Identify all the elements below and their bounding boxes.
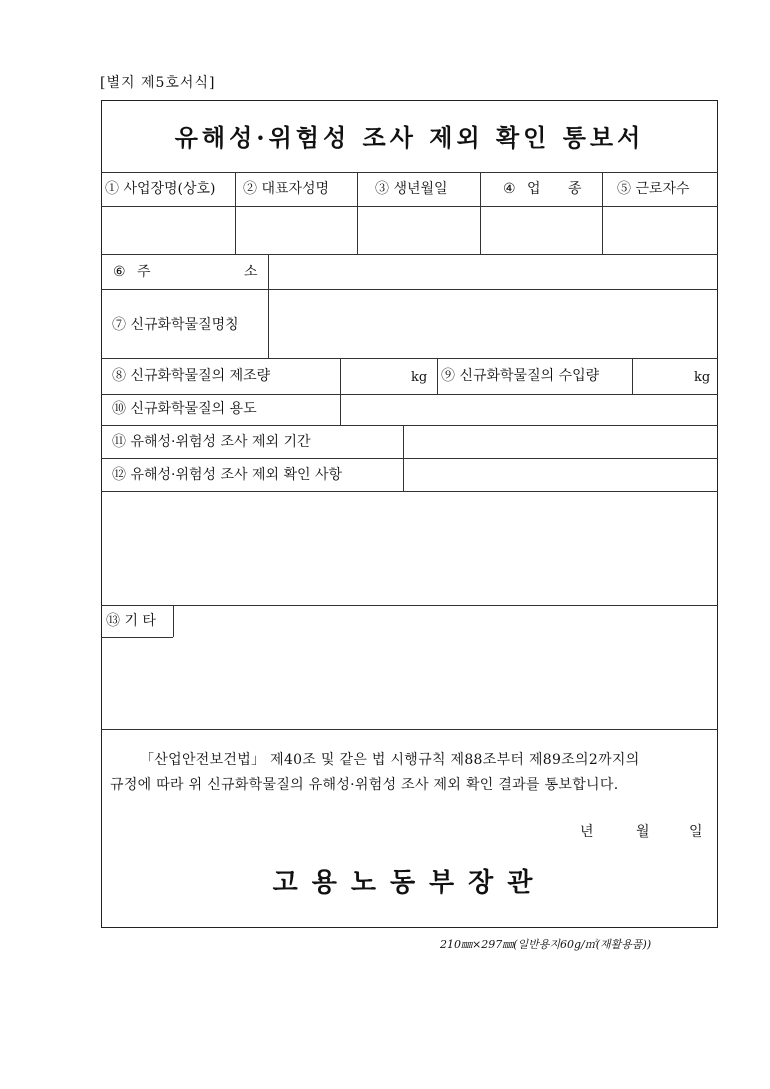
date-year-label: 년	[580, 824, 594, 840]
divider	[437, 358, 438, 394]
industry-field[interactable]	[481, 207, 601, 253]
industry-label-a: 업	[527, 181, 541, 197]
workers-field[interactable]	[603, 207, 717, 253]
usage-label: ⑩ 신규화학물질의 용도	[112, 401, 257, 417]
exclusion-items-label: ⑫ 유해성·위험성 조사 제외 확인 사항	[112, 467, 343, 483]
birth-date-label: ③ 생년월일	[375, 181, 448, 197]
exclusion-period-field[interactable]	[404, 426, 717, 457]
other-label: ⑬ 기 타	[106, 613, 156, 629]
form-number-label: [별지 제5호서식]	[100, 75, 216, 91]
declaration-line-1: 「산업안전보건법」 제40조 및 같은 법 시행규칙 제88조부터 제89조의2까지의	[140, 752, 640, 768]
birth-date-field[interactable]	[358, 207, 479, 253]
divider	[101, 729, 718, 730]
address-label-a: 주	[137, 264, 151, 280]
divider	[173, 605, 174, 637]
chemical-name-field[interactable]	[269, 290, 717, 357]
manufacture-amount-field[interactable]	[341, 359, 409, 393]
workers-label: ⑤ 근로자수	[617, 181, 690, 197]
manufacture-unit: kg	[411, 370, 428, 385]
address-number: ⑥	[113, 264, 126, 280]
import-unit: kg	[694, 370, 711, 385]
date-month-label: 월	[636, 824, 650, 840]
representative-field[interactable]	[236, 207, 356, 253]
chemical-name-label: ⑦ 신규화학물질명칭	[112, 317, 239, 333]
declaration-line-2: 규정에 따라 위 신규화학물질의 유해성·위험성 조사 제외 확인 결과를 통보합니다.	[110, 777, 619, 793]
other-field[interactable]	[102, 638, 717, 728]
business-name-field[interactable]	[102, 207, 234, 253]
form-title: 유해성·위험성 조사 제외 확인 통보서	[174, 123, 645, 152]
usage-field[interactable]	[341, 395, 717, 424]
divider	[101, 358, 718, 359]
address-field[interactable]	[269, 255, 717, 288]
divider	[101, 605, 718, 606]
industry-label-b: 종	[568, 181, 582, 197]
industry-number: ④	[503, 181, 516, 197]
exclusion-items-field[interactable]	[404, 459, 717, 490]
representative-label: ② 대표자성명	[243, 181, 330, 197]
divider	[101, 172, 718, 173]
business-name-label: ① 사업장명(상호)	[105, 181, 216, 197]
paper-spec-footer: 210㎜×297㎜(일반용지60g/㎡(재활용품))	[440, 938, 652, 951]
import-amount-field[interactable]	[633, 359, 691, 393]
issuer-name: 고용노동부장관	[272, 868, 547, 898]
exclusion-period-label: ⑪ 유해성·위험성 조사 제외 기간	[112, 434, 311, 450]
exclusion-details-area[interactable]	[102, 492, 717, 604]
date-day-label: 일	[689, 824, 703, 840]
manufacture-amount-label: ⑧ 신규화학물질의 제조량	[112, 368, 271, 384]
address-label-b: 소	[244, 264, 258, 280]
import-amount-label: ⑨ 신규화학물질의 수입량	[441, 368, 600, 384]
